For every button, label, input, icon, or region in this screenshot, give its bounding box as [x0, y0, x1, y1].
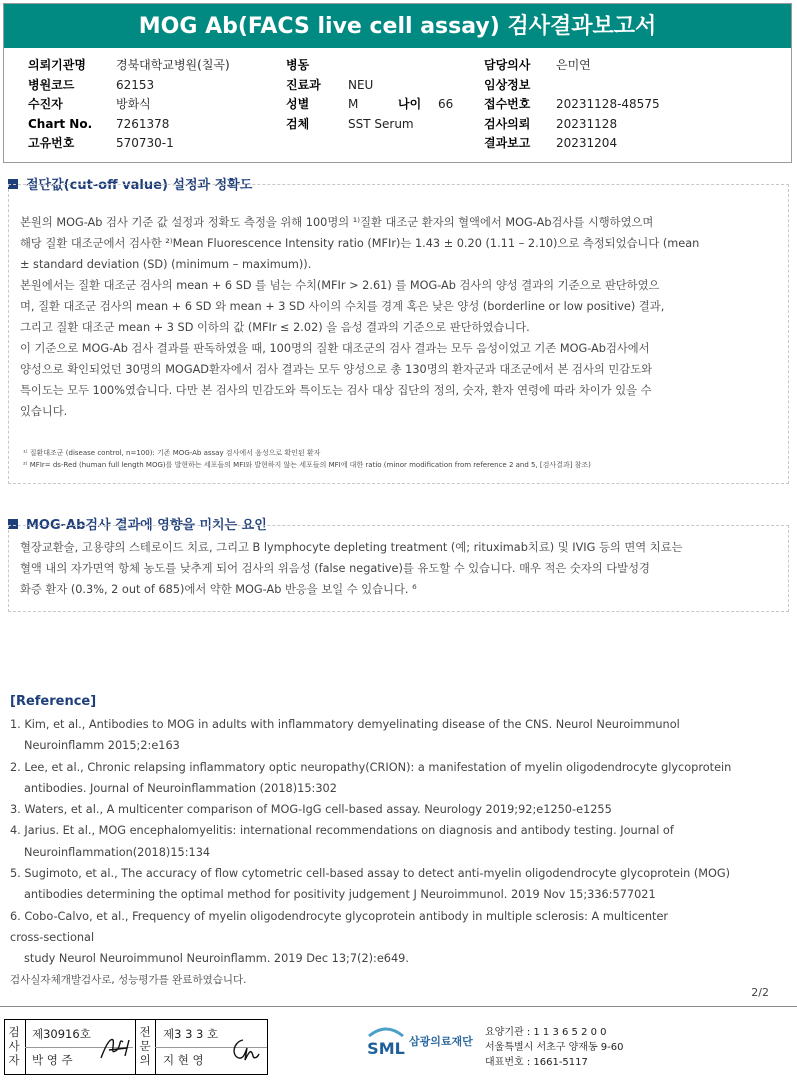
reference-item-cont: study Neurol Neuroimmunol Neuroinflamm. 2019 Dec 13;7(2):e649.: [24, 952, 409, 966]
paragraph-line: 본원에서는 질환 대조군 검사의 mean + 6 SD 를 넘는 수치(MFIr > 2.61) 를 MOG-Ab 검사의 양성 결과의 기준으로 판단하였으: [20, 279, 660, 292]
paragraph-line: 특이도는 모두 100%였습니다. 다만 본 검사의 민감도와 특이도는 검사 대상 집단의 정의, 숫자, 환자 연령에 따라 차이가 있을 수: [20, 384, 652, 397]
company-logo: [365, 1024, 473, 1058]
info-label: 수진자: [28, 97, 63, 111]
info-row: [484, 56, 660, 76]
info-value: 62153: [116, 77, 155, 92]
reference-item-cont: antibodies determining the optimal method for positivity judgement J Neuroimmunol. 2019 Nov 15;336:577021: [24, 888, 656, 902]
info-label: 담당의사: [484, 58, 531, 72]
reference-item-cont: cross-sectional: [10, 930, 95, 944]
info-label: Chart No.: [28, 116, 93, 131]
role-examiner-label: 검 사 자: [8, 1025, 20, 1067]
reference-heading: [Reference]: [10, 694, 97, 709]
info-row: [28, 56, 230, 76]
sml-logo-icon: [365, 1024, 407, 1058]
info-label: 접수번호: [484, 97, 531, 111]
footer-divider: [0, 1006, 797, 1007]
paragraph-line: 해당 질환 대조군에서 검사한 ²⁾Mean Fluorescence Intensity ratio (MFIr)는 1.43 ± 0.20 (1.11 – 2.10)으로 측정되었습니다 (mean: [20, 237, 700, 250]
paragraph-line: 양성으로 확인되었던 30명의 MOGAD환자에서 검사 결과는 모두 양성으로 총 130명의 환자군과 대조군에서 본 검사의 민감도와: [20, 363, 653, 376]
footnote-2: ²⁾ MFIr= ds-Red (human full length MOG)를 발현하는 세포들의 MFI와 발현하지 않는 세포들의 MFI에 대한 ratio (minor modification from reference 2 and 5, [검사결과] 참조): [23, 461, 591, 469]
info-value: 20231128: [556, 116, 618, 131]
section-cutoff-body: [20, 212, 782, 422]
info-label: 병원코드: [28, 77, 75, 92]
header-frame: [3, 3, 792, 163]
signature-box: [4, 1019, 268, 1075]
info-row: [28, 95, 230, 115]
info-value: NEU: [348, 77, 374, 92]
info-label: 병동: [286, 58, 310, 72]
report-title: MOG Ab(FACS live cell assay) 검사결과보고서: [4, 4, 791, 48]
reference-item-cont: Neuroinflammation(2018)15:134: [24, 845, 211, 859]
info-row: [28, 115, 230, 135]
company-address: 서울특별시 서초구 양재동 9-60: [485, 1042, 624, 1053]
paragraph-line: 혈장교환술, 고용량의 스테로이드 치료, 그리고 B lymphocyte depleting treatment (예; rituximab치료) 및 IVIG 등의 면역 치료는: [20, 541, 683, 554]
examiner-name: 박 영 주: [32, 1053, 73, 1067]
age-field: [398, 95, 453, 115]
info-label: 검체: [286, 116, 310, 131]
info-row: [286, 115, 414, 135]
info-row: [484, 115, 660, 135]
info-row: [484, 95, 660, 115]
specialist-name: 지 현 영: [163, 1053, 204, 1067]
paragraph-line: 그리고 질환 대조군 mean + 3 SD 이하의 값 (MFIr ≤ 2.02) 을 음성 결과의 기준으로 판단하였습니다.: [20, 321, 530, 334]
info-label: 임상정보: [484, 77, 531, 92]
info-value: 20231128-48575: [556, 97, 660, 111]
age-label: 나이: [398, 97, 422, 111]
paragraph-line: 이 기준으로 MOG-Ab 검사 결과를 판독하였을 때, 100명의 질환 대조군의 검사 결과는 모두 음성이었고 기존 MOG-Ab검사에서: [20, 342, 650, 355]
info-value: 20231204: [556, 136, 618, 150]
info-label: 검사의뢰: [484, 116, 531, 131]
info-value: M: [348, 97, 359, 111]
company-phone: 대표번호 : 1661-5117: [485, 1057, 588, 1068]
info-value: SST Serum: [348, 116, 414, 131]
info-row: [484, 76, 660, 96]
paragraph-line: 있습니다.: [20, 405, 68, 418]
info-label: 성별: [286, 97, 310, 111]
info-value: 은미연: [556, 58, 591, 72]
section-factors-body: [20, 537, 782, 600]
role-specialist-label: 전 문 의: [139, 1025, 151, 1067]
info-label: 진료과: [286, 77, 321, 92]
examiner-signature-icon: [97, 1034, 133, 1064]
closing-note: 검사실자체개발검사로, 성능평가를 완료하였습니다.: [10, 973, 247, 986]
info-row: [484, 134, 660, 154]
info-row: [28, 134, 230, 154]
info-row: [286, 95, 414, 115]
paragraph-line: 본원의 MOG-Ab 검사 기준 값 설정과 정확도 측정을 위해 100명의 ¹⁾질환 대조군 환자의 혈액에서 MOG-Ab검사를 시행하였으며: [20, 216, 654, 229]
patient-info-col2: [286, 56, 414, 134]
reference-item-cont: Neuroinflamm 2015;2:e163: [24, 739, 180, 753]
reference-item-cont: antibodies. Journal of Neuroinflammation (2018)15:302: [24, 781, 337, 795]
reference-list: [10, 714, 790, 991]
section-cutoff-box: [8, 184, 789, 484]
reference-item: 4. Jarius. Et al., MOG encephalomyelitis: international recommendations on diagnosis and antibody testing. Journal of: [10, 824, 674, 838]
company-name: 삼광의료재단: [409, 1035, 473, 1048]
paragraph-line: 화증 환자 (0.3%, 2 out of 685)에서 약한 MOG-Ab 반응을 보일 수 있습니다. ⁶: [20, 583, 417, 596]
specialist-signature-icon: [227, 1034, 263, 1064]
examiner-license: 제30916호: [32, 1027, 91, 1041]
company-info: [485, 1025, 624, 1070]
patient-info-col3: [484, 56, 660, 154]
info-value: 7261378: [116, 116, 170, 131]
section-cutoff-title: 절단값(cut-off value) 설정과 정확도: [26, 178, 253, 193]
specialist-license: 제3 3 3 호: [163, 1027, 219, 1041]
reference-item: 3. Waters, et al., A multicenter comparison of MOG-IgG cell-based assay. Neurology 2019;92;e1250-e1255: [10, 803, 612, 817]
section-factors-title: MOG-Ab검사 결과에 영향을 미치는 요인: [26, 518, 267, 533]
reference-item: 6. Cobo-Calvo, et al., Frequency of myelin oligodendrocyte glycoprotein antibody in multiple sclerosis: A multicenter: [10, 909, 669, 923]
page-number: 2/2: [751, 986, 769, 999]
company-code: 요양기관 : 1 1 3 6 5 2 0 0: [485, 1027, 607, 1038]
info-label: 고유번호: [28, 136, 75, 150]
paragraph-line: 혈액 내의 자가면역 항체 농도를 낮추게 되어 검사의 위음성 (false negative)를 유도할 수 있습니다. 매우 적은 숫자의 다발성경: [20, 562, 650, 575]
info-value: 570730-1: [116, 136, 174, 150]
patient-info-col1: [28, 56, 230, 154]
reference-item: 1. Kim, et al., Antibodies to MOG in adults with inflammatory demyelinating disease of the CNS. Neurol Neuroimmunol: [10, 718, 680, 731]
info-row: [286, 76, 414, 96]
age-value: 66: [438, 97, 454, 111]
reference-item: 2. Lee, et al., Chronic relapsing inflammatory optic neuropathy(CRION): a manifestation of myelin oligodendrocyte glycoprotein: [10, 760, 732, 774]
info-value: 방화식: [116, 97, 151, 111]
info-label: 의뢰기관명: [28, 58, 86, 72]
info-row: [28, 76, 230, 96]
section-factors-box: [8, 525, 789, 612]
info-value: 경북대학교병원(칠곡): [116, 58, 230, 72]
svg-text:SML: SML: [367, 1039, 405, 1058]
reference-item: 5. Sugimoto, et al., The accuracy of flow cytometric cell-based assay to detect anti-myelin oligodendrocyte glycoprotein (MOG): [10, 867, 731, 881]
info-label: 결과보고: [484, 136, 531, 150]
paragraph-line: ± standard deviation (SD) (minimum – maximum)).: [20, 258, 312, 271]
info-row: [286, 56, 414, 76]
paragraph-line: 며, 질환 대조군 검사의 mean + 6 SD 와 mean + 3 SD 사이의 수치를 경계 혹은 낮은 양성 (borderline or low positive) 결과,: [20, 300, 665, 313]
footnote-1: ¹⁾ 질환대조군 (disease control, n=100): 기존 MOG-Ab assay 검사에서 음성으로 확인된 환자: [23, 449, 321, 457]
